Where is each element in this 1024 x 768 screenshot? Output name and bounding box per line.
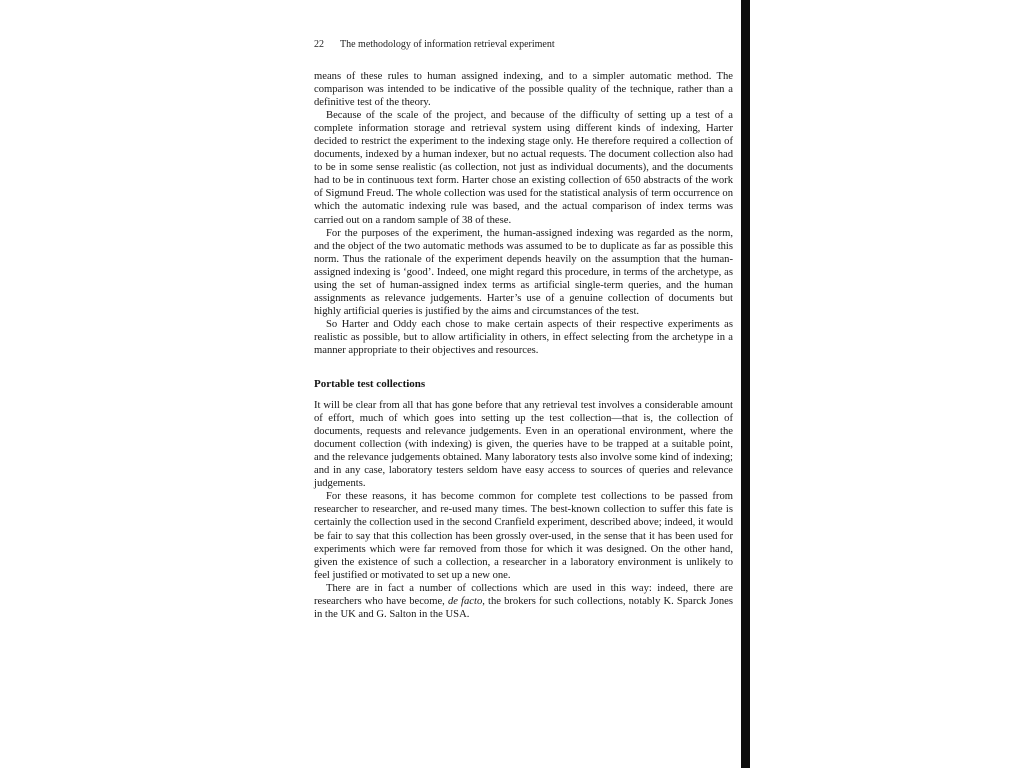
section-heading: Portable test collections	[314, 378, 426, 391]
page-number: 22	[314, 39, 324, 50]
paragraph-7-text-end: , the brokers for such collections, notably K. Sparck Jones in the UK and G. Salton in the USA.	[314, 595, 734, 620]
paragraph-6: For these reasons, it has become common for complete test collections to be passed from researcher to researcher, and re-used many times. The best-known collection to suffer this fate is certainly the collection used in the second Cranfield experiment, described above; indeed, it would be fair to say that this collection has been grossly over-used, in the sense that it has been used for experiments which were far removed from those for which it was designed. On the other hand, given the existence of such a collection, a researcher in a laboratory environment is unlikely to feel justified or motivated to set up a new one.	[314, 491, 733, 581]
paragraph-3: For the purposes of the experiment, the human-assigned indexing was regarded as the norm, and the object of the two automatic methods was assumed to be to duplicate as far as possible this norm. Thus the rationale of the experiment depends heavily on the assumption that the human-assigned indexing is ‘good’. Indeed, one might regard this procedure, in terms of the archetype, as using the set of human-assigned index terms as artificial single-term queries, and the human assignments as relevance judgements. Harter’s use of a genuine collection of documents but highly artificial queries is justified by the aims and circumstances of the test.	[314, 227, 733, 317]
running-header	[314, 38, 734, 52]
paragraph-7-italic-phrase: de facto	[447, 595, 483, 607]
paragraph-1: means of these rules to human assigned indexing, and to a simpler automatic method. The comparison was intended to be indicative of the possible quality of the technique, rather than a definitive test of the theory.	[314, 71, 733, 109]
paragraph-5: It will be clear from all that has gone before that any retrieval test involves a considerable amount of effort, much of which goes into setting up the test collection—that is, the collection of documents, requests and relevance judgements. Even in an operational environment, where the document collection (with indexing) is given, the queries have to be trapped at a suitable point, and the relevance judgements obtained. Many laboratory tests also involve some kind of indexing; and in any case, laboratory testers seldom have easy access to sources of queries and relevance judgements.	[314, 400, 733, 490]
paragraph-7-text-start: There are in fact a number of collections which are used in this way: indeed, there are researchers who have become,	[314, 582, 733, 607]
paragraph-2: Because of the scale of the project, and because of the difficulty of setting up a test of a complete information storage and retrieval system using different kinds of indexing, Harter decided to restrict the experiment to the indexing stage only. He therefore required a collection of documents, indexed by a human indexer, but no actual requests. The document collection also had to be in some sense realistic (as collection, not just as individual documents), and the documents had to be in continuous text form. Harter chose an existing collection of 650 abstracts of the work of Sigmund Freud. The whole collection was used for the statistical analysis of term occurrence on which the automatic indexing rule was based, and the actual comparison of index terms was carried out on a random sample of 38 of these.	[314, 110, 733, 226]
running-title: The methodology of information retrieval experiment	[340, 39, 555, 50]
paragraph-7	[314, 582, 733, 621]
page-body	[314, 70, 733, 621]
page-edge-shadow	[741, 0, 750, 768]
paragraph-4: So Harter and Oddy each chose to make certain aspects of their respective experiments as realistic as possible, but to allow artificiality in others, in effect selecting from the archetype in a manner appropriate to their objectives and resources.	[314, 318, 733, 356]
